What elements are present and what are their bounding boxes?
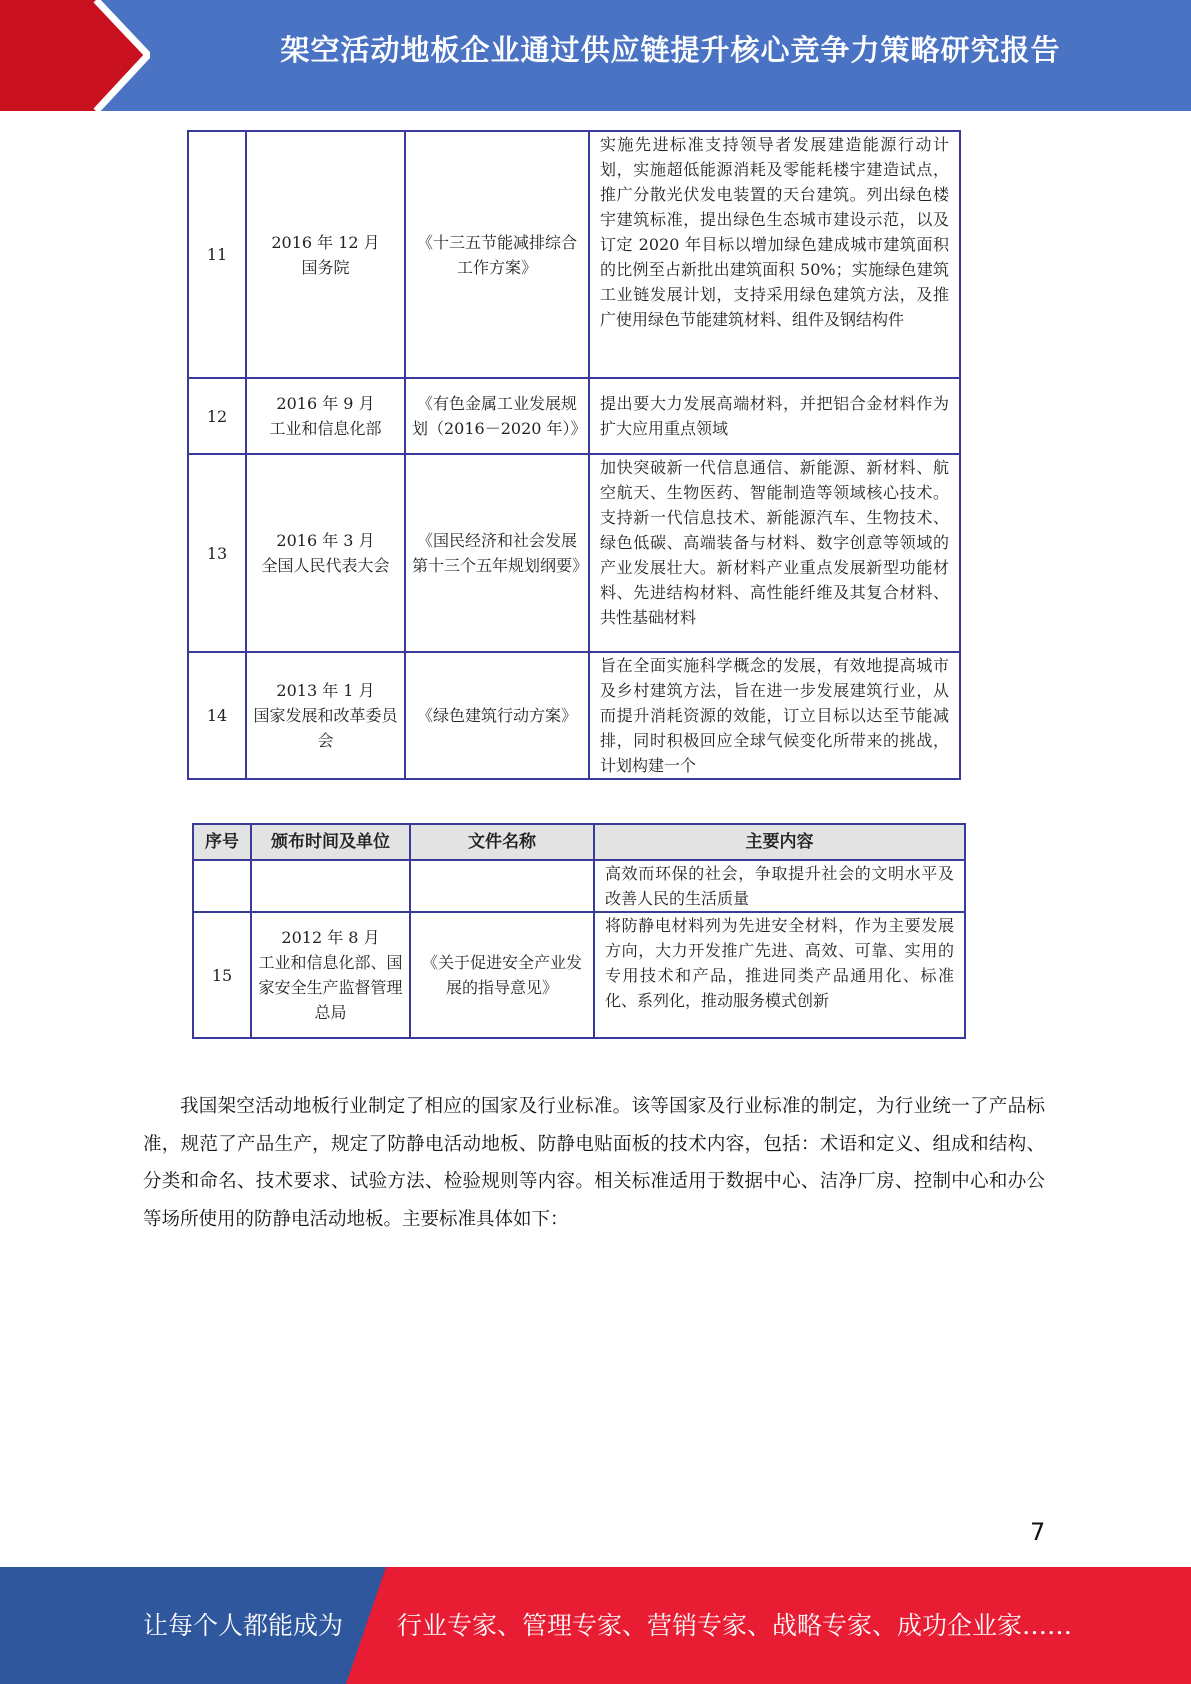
column-header-content: 主要内容: [594, 824, 965, 860]
row-number: 14: [188, 652, 246, 779]
main-content: 提出要大力发展高端材料，并把铝合金材料作为扩大应用重点领域: [589, 378, 960, 454]
issuer: 工业和信息化部、国家安全生产监督管理总局: [258, 953, 403, 1022]
issue-date: 2013 年 1 月: [276, 681, 375, 700]
row-number: 15: [193, 912, 251, 1038]
table-row: [188, 378, 960, 454]
column-header-date-unit: 颁布时间及单位: [251, 824, 410, 860]
report-title: 架空活动地板企业通过供应链提升核心竞争力策略研究报告: [280, 33, 1061, 67]
issuer: 工业和信息化部: [269, 419, 382, 438]
footer-slogan-right: 行业专家、管理专家、营销专家、战略专家、成功企业家……: [397, 1611, 1073, 1640]
page-header: [0, 0, 1191, 111]
issue-date: 2012 年 8 月: [281, 928, 380, 947]
main-content: 加快突破新一代信息通信、新能源、新材料、航空航天、生物医药、智能制造等领域核心技术。支持新一代信息技术、新能源汽车、生物技术、绿色低碳、高端装备与材料、数字创意等领域的产业发展壮大。新材料产业重点发展新型功能材料、先进结构材料、高性能纤维及其复合材料、共性基础材料: [589, 454, 960, 652]
page-number: 7: [1030, 1518, 1046, 1546]
main-content: 高效而环保的社会，争取提升社会的文明水平及改善人民的生活质量: [594, 860, 965, 912]
document-name: 《有色金属工业发展规划（2016－2020 年）》: [405, 378, 589, 454]
row-number: 11: [188, 131, 246, 378]
page-footer: [0, 1567, 1191, 1684]
issue-date: 2016 年 12 月: [271, 232, 380, 252]
main-content: 实施先进标准支持领导者发展建造能源行动计划，实施超低能源消耗及零能耗楼宇建造试点，推广分散光伏发电装置的天台建筑。列出绿色楼宇建筑标准，提出绿色生态城市建设示范，以及订定 2020 年目标以增加绿色建成城市建筑面积的比例至占新批出建筑面积 50%；实施绿色建筑工业链发展计划，支持采用绿色建筑方法，及推广使用绿色节能建筑材料、组件及钢结构件: [589, 131, 960, 378]
issuer: 国家发展和改革委员会: [253, 706, 398, 750]
footer-slogan-left: 让每个人都能成为: [143, 1611, 344, 1640]
header-red-arrow-decoration: [0, 0, 150, 111]
issue-date-and-unit: [246, 378, 405, 454]
issue-date-and-unit: [251, 860, 410, 912]
issue-date-and-unit: [251, 912, 410, 1038]
issuer: 全国人民代表大会: [261, 556, 390, 575]
main-content: 将防静电材料列为先进安全材料，作为主要发展方向，大力开发推广先进、高效、可靠、实用的专用技术和产品，推进同类产品通用化、标准化、系列化，推动服务模式创新: [594, 912, 965, 1038]
issue-date-and-unit: [246, 652, 405, 779]
document-name: 《国民经济和社会发展第十三个五年规划纲要》: [405, 454, 589, 652]
row-number: 12: [188, 378, 246, 454]
column-header-document: 文件名称: [410, 824, 594, 860]
document-name: 《十三五节能减排综合工作方案》: [405, 131, 589, 378]
policy-table-continued: [187, 130, 961, 780]
body-paragraph: 我国架空活动地板行业制定了相应的国家及行业标准。该等国家及行业标准的制定，为行业统一了产品标准，规范了产品生产，规定了防静电活动地板、防静电贴面板的技术内容，包括：术语和定义、组成和结构、分类和命名、技术要求、试验方法、检验规则等内容。相关标准适用于数据中心、洁净厂房、控制中心和办公等场所使用的防静电活动地板。主要标准具体如下：: [143, 1096, 1045, 1230]
issue-date-and-unit: [246, 131, 405, 378]
row-number: [193, 860, 251, 912]
table-row: [193, 860, 965, 912]
table-row: [188, 131, 960, 378]
table-row: [188, 652, 960, 779]
document-name: [410, 860, 594, 912]
policy-table-next: [192, 823, 966, 1039]
table-row: [193, 912, 965, 1038]
main-content: 旨在全面实施科学概念的发展，有效地提高城市及乡村建筑方法，旨在进一步发展建筑行业，从而提升消耗资源的效能，订立目标以达至节能减排，同时积极回应全球气候变化所带来的挑战，计划构建一个: [589, 652, 960, 779]
column-header-number: 序号: [193, 824, 251, 860]
issue-date: 2016 年 3 月: [276, 531, 375, 550]
issue-date-and-unit: [246, 454, 405, 652]
document-name: 《关于促进安全产业发展的指导意见》: [410, 912, 594, 1038]
issuer: 国务院: [301, 257, 350, 277]
issue-date: 2016 年 9 月: [276, 394, 375, 413]
table-row: [188, 454, 960, 652]
table-header-row: [193, 824, 965, 860]
document-name: 《绿色建筑行动方案》: [405, 652, 589, 779]
row-number: 13: [188, 454, 246, 652]
